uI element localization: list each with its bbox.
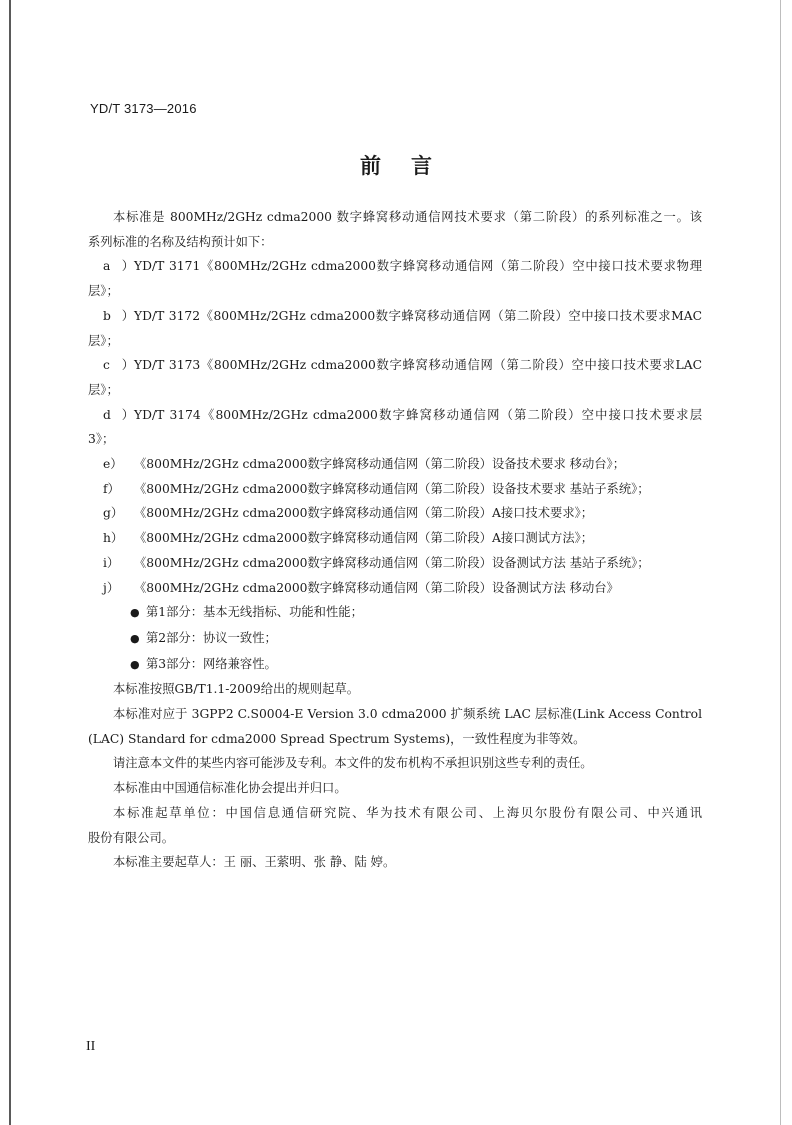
drafting-units-paragraph-line-2: 股份有限公司。: [88, 830, 175, 845]
list-item-a: [88, 254, 702, 303]
item-text: 《800MHz/2GHz cdma2000数字蜂窝移动通信网（第二阶段）A接口测试方法》；: [134, 531, 594, 546]
item-text: YD/T 3172《800MHz/2GHz cdma2000数字蜂窝移动通信网（第二阶段）空中接口技术要求MAC: [134, 308, 702, 323]
title-char-2: 言: [411, 154, 432, 178]
item-text-continued: 3》；: [88, 432, 115, 447]
document-code: YD/T 3173—2016: [90, 101, 197, 116]
item-letter: e）: [103, 457, 123, 472]
sub-item-part-3: [88, 652, 702, 678]
list-item-c: [88, 353, 702, 402]
item-text: 《800MHz/2GHz cdma2000数字蜂窝移动通信网（第二阶段）设备技术要求 移动台》；: [134, 457, 625, 472]
item-letter: f）: [103, 481, 120, 496]
list-item-g: [88, 501, 702, 526]
item-text: 《800MHz/2GHz cdma2000数字蜂窝移动通信网（第二阶段）设备测试方法 基站子系统》；: [134, 555, 650, 570]
item-text-continued: 层》；: [88, 333, 119, 348]
item-text: YD/T 3171《800MHz/2GHz cdma2000数字蜂窝移动通信网（第二阶段）空中接口技术要求物理: [134, 259, 702, 274]
document-body: [88, 205, 702, 875]
page-title: [0, 150, 792, 180]
intro-line-1: 本标准是 800MHz/2GHz cdma2000 数字蜂窝移动通信网技术要求（第二阶段）的系列标准之一。该: [113, 210, 702, 224]
item-letter: h）: [103, 531, 124, 546]
correspondence-paragraph-line-1: 本标准对应于 3GPP2 C.S0004-E Version 3.0 cdma2000 扩频系统 LAC 层标准(Link Access Control: [113, 707, 702, 722]
item-letter: d）: [103, 407, 134, 422]
list-item-j: [88, 576, 702, 601]
item-letter: g）: [103, 506, 124, 521]
sub-item-text: 第2部分：协议一致性；: [146, 630, 277, 645]
page-number: II: [86, 1039, 96, 1054]
bullet-icon: ●: [130, 606, 140, 620]
item-letter: a）: [103, 259, 134, 274]
item-letter: j）: [103, 580, 120, 595]
drafters-paragraph: 本标准主要起草人：王 丽、王萦明、张 静、陆 婷。: [113, 855, 396, 870]
item-text: YD/T 3173《800MHz/2GHz cdma2000数字蜂窝移动通信网（第二阶段）空中接口技术要求LAC: [134, 358, 702, 373]
bullet-icon: ●: [130, 657, 140, 671]
bullet-icon: ●: [130, 631, 140, 645]
list-item-f: [88, 477, 702, 502]
correspondence-paragraph-line-2: (LAC) Standard for cdma2000 Spread Spectrum Systems)，一致性程度为非等效。: [88, 731, 586, 746]
item-text: YD/T 3174《800MHz/2GHz cdma2000数字蜂窝移动通信网（第二阶段）空中接口技术要求层: [134, 407, 702, 422]
list-item-b: [88, 304, 702, 353]
drafting-rule-paragraph: 本标准按照GB/T1.1-2009给出的规则起草。: [113, 682, 360, 697]
item-text: 《800MHz/2GHz cdma2000数字蜂窝移动通信网（第二阶段）A接口技术要求》；: [134, 506, 594, 521]
list-item-h: [88, 526, 702, 551]
item-letter: b）: [103, 308, 134, 323]
list-item-e: [88, 452, 702, 477]
list-item-i: [88, 551, 702, 576]
item-text-continued: 层》；: [88, 284, 119, 299]
sub-item-part-2: [88, 626, 702, 652]
item-text: 《800MHz/2GHz cdma2000数字蜂窝移动通信网（第二阶段）设备技术要求 基站子系统》；: [134, 481, 650, 496]
item-text-continued: 层》；: [88, 382, 119, 397]
item-letter: i）: [103, 555, 120, 570]
sub-item-text: 第3部分：网络兼容性。: [146, 656, 277, 671]
patent-notice-paragraph: 请注意本文件的某些内容可能涉及专利。本文件的发布机构不承担识别这些专利的责任。: [113, 756, 593, 771]
drafting-units-paragraph-line-1: 本标准起草单位：中国信息通信研究院、华为技术有限公司、上海贝尔股份有限公司、中兴通讯: [113, 805, 702, 820]
sub-item-text: 第1部分：基本无线指标、功能和性能；: [146, 605, 363, 620]
title-char-1: 前: [360, 154, 381, 178]
list-item-d: [88, 403, 702, 452]
item-letter: c）: [103, 358, 134, 373]
intro-line-2: 系列标准的名称及结构预计如下：: [88, 234, 273, 249]
sub-item-part-1: [88, 600, 702, 626]
proposed-by-paragraph: 本标准由中国通信标准化协会提出并归口。: [113, 781, 347, 796]
item-text: 《800MHz/2GHz cdma2000数字蜂窝移动通信网（第二阶段）设备测试方法 移动台》: [134, 580, 619, 595]
